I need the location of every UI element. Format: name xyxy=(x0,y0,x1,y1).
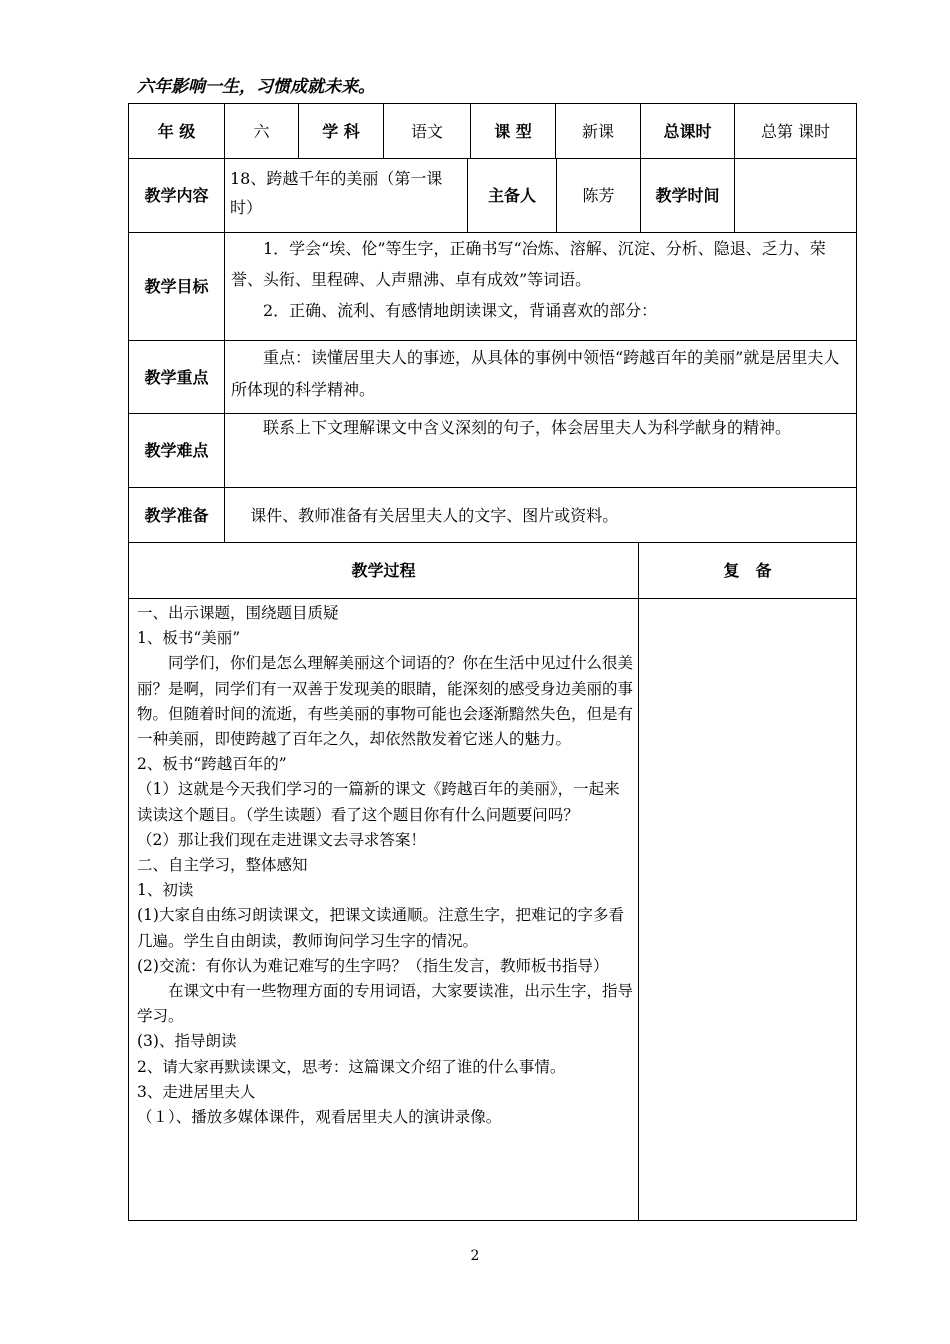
grade-value: 六 xyxy=(253,121,270,141)
prep-text: 课件、教师准备有关居里夫人的文字、图片或资料。 xyxy=(250,505,619,525)
process-line: (3)、指导朗读 xyxy=(137,1032,237,1051)
process-header: 教学过程 xyxy=(351,561,416,580)
goal-line-1: 1．学会“埃、伦”等生字，正确书写“冶炼、溶解、沉淀、分析、隐退、乏力、荣誉、头衔、里程碑、人声鼎沸、卓有成效”等词语。 xyxy=(231,239,826,289)
review-header: 复 备 xyxy=(723,561,772,580)
process-line: 同学们，你们是怎么理解美丽这个词语的？你在生活中见过什么很美丽？是啊，同学们有一双善于发现美的眼睛，能深刻的感受身边美丽的事物。但随着时间的流逝，有些美丽的事物可能也会逐渐黯然失色，但是有一种美丽，即使跨越了百年之久，却依然散发着它迷人的魅力。 xyxy=(137,654,634,749)
subject-label: 学 科 xyxy=(322,121,360,141)
total-hours-value: 总第 课时 xyxy=(760,121,831,141)
content-label: 教学内容 xyxy=(144,186,209,205)
content-value: 18、跨越千年的美丽（第一课时） xyxy=(230,169,443,217)
lesson-type-label: 课 型 xyxy=(494,121,532,141)
lesson-type-value: 新课 xyxy=(581,121,614,141)
process-line: 2、请大家再默读课文，思考：这篇课文介绍了谁的什么事情。 xyxy=(137,1057,566,1076)
preparer-value: 陈芳 xyxy=(582,186,615,205)
process-line: (2)交流：有你认为难记难写的生字吗？（指生发言，教师板书指导） xyxy=(137,956,609,975)
process-line: 二、自主学习，整体感知 xyxy=(137,856,308,875)
motto-header: 六年影响一生，习惯成就未来。 xyxy=(137,77,375,97)
process-line: 3、走进居里夫人 xyxy=(137,1082,256,1101)
process-line: 1、板书“美丽” xyxy=(137,629,241,648)
difficulty-label: 教学难点 xyxy=(144,441,209,460)
process-line: （1）这就是今天我们学习的一篇新的课文《跨越百年的美丽》，一起来读读这个题目。（学生读题）看了这个题目你有什么问题要问吗？ xyxy=(137,780,620,824)
goals-text xyxy=(231,233,851,326)
teaching-time-label: 教学时间 xyxy=(655,186,720,205)
focus-text: 重点：读懂居里夫人的事迹，从具体的事例中领悟“跨越百年的美丽”就是居里夫人所体现的科学精神。 xyxy=(231,348,840,399)
page-number: 2 xyxy=(470,1248,480,1264)
goals-label: 教学目标 xyxy=(144,277,209,296)
total-hours-label: 总课时 xyxy=(663,121,712,141)
focus-label: 教学重点 xyxy=(144,367,209,387)
process-line: 在课文中有一些物理方面的专用词语，大家要读准，出示生字，指导学习。 xyxy=(137,982,634,1026)
process-line: 1、初读 xyxy=(137,881,194,900)
process-body xyxy=(137,601,633,1130)
process-line: 2、板书“跨越百年的” xyxy=(137,755,287,774)
subject-value: 语文 xyxy=(410,121,443,141)
process-line: （2）那让我们现在走进课文去寻求答案！ xyxy=(137,830,426,849)
grade-label: 年 级 xyxy=(157,121,196,141)
goal-line-2: 2．正确、流利、有感情地朗读课文，背诵喜欢的部分： xyxy=(263,301,658,320)
prep-label: 教学准备 xyxy=(144,505,209,525)
process-line: 一、出示课题，围绕题目质疑 xyxy=(137,604,339,622)
preparer-label: 主备人 xyxy=(487,186,536,205)
teaching-time-value xyxy=(735,159,856,232)
difficulty-text: 联系上下文理解课文中含义深刻的句子，体会居里夫人为科学献身的精神。 xyxy=(263,418,792,437)
process-line: (1)大家自由练习朗读课文，把课文读通顺。注意生字，把难记的字多看几遍。学生自由朗读，教师询问学习生字的情况。 xyxy=(137,906,624,950)
process-line: （１）、播放多媒体课件，观看居里夫人的演讲录像。 xyxy=(137,1108,502,1127)
